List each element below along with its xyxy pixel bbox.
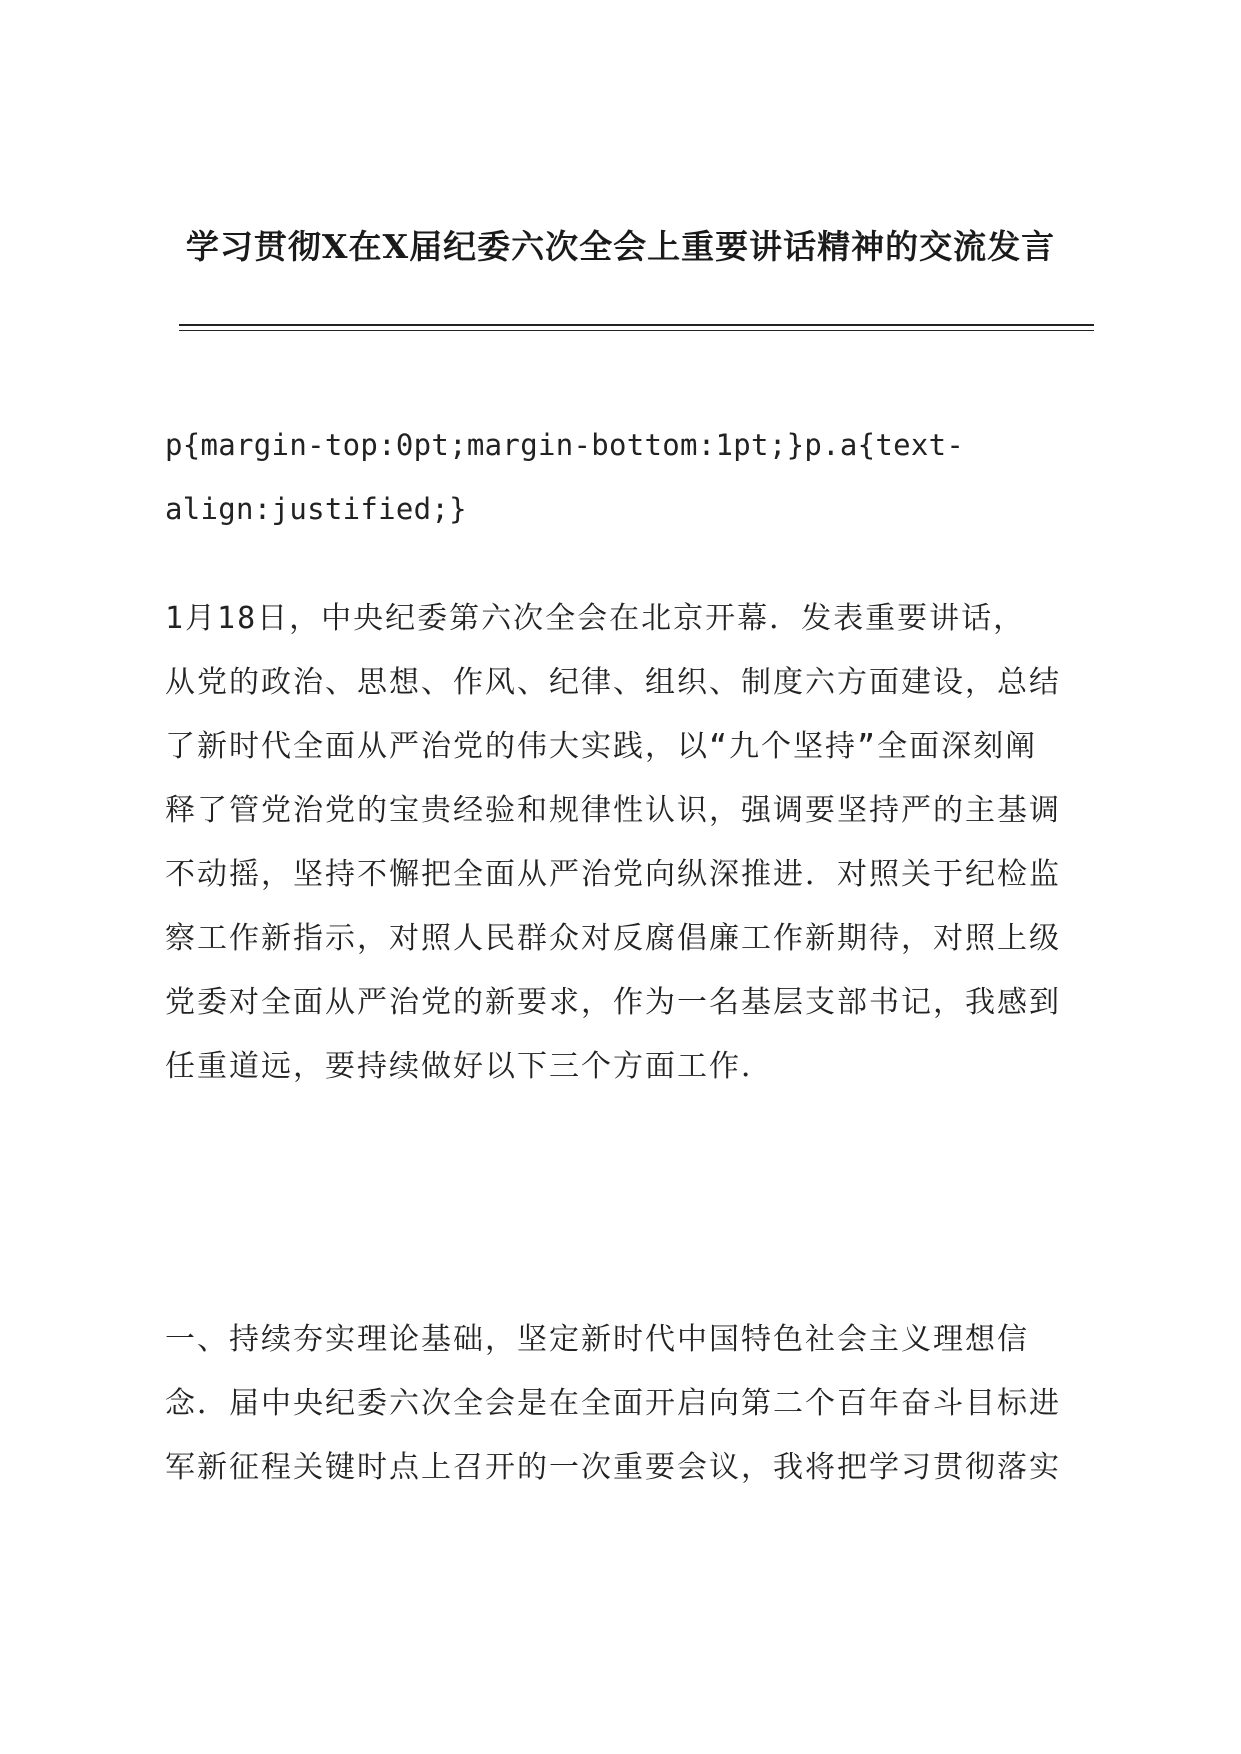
title-divider-thick (179, 324, 1094, 326)
paragraph-line: 党委对全面从严治党的新要求，作为一名基层支部书记，我感到 (165, 985, 1061, 1020)
paragraph-line: 任重道远，要持续做好以下三个方面工作． (165, 1049, 773, 1084)
title-divider-thin (179, 330, 1094, 331)
paragraph-line: 一、持续夯实理论基础，坚定新时代中国特色社会主义理想信 (165, 1322, 1029, 1357)
css-line: align:justified;} (165, 492, 467, 526)
paragraph-line: 了新时代全面从严治党的伟大实践，以“九个坚持”全面深刻阐 (165, 729, 1038, 764)
paragraph-line: 不动摇，坚持不懈把全面从严治党向纵深推进．对照关于纪检监 (165, 857, 1061, 892)
paragraph-line: 释了管党治党的宝贵经验和规律性认识，强调要坚持严的主基调 (165, 793, 1061, 828)
section-one-paragraph (165, 1308, 1095, 1500)
paragraph-line: 军新征程关键时点上召开的一次重要会议，我将把学习贯彻落实 (165, 1450, 1061, 1485)
css-line: p{margin-top:0pt;margin-bottom:1pt;}p.a{text- (165, 428, 965, 462)
paragraph-line: 从党的政治、思想、作风、纪律、组织、制度六方面建设，总结 (165, 665, 1061, 700)
document-title: 学习贯彻X在X届纪委六次全会上重要讲话精神的交流发言 (185, 227, 1056, 266)
intro-paragraph (165, 587, 1095, 1099)
stray-css-text (165, 413, 1095, 541)
paragraph-line: 1月18日，中央纪委第六次全会在北京开幕．发表重要讲话， (165, 601, 1026, 636)
paragraph-line: 察工作新指示，对照人民群众对反腐倡廉工作新期待，对照上级 (165, 921, 1061, 956)
paragraph-line: 念．届中央纪委六次全会是在全面开启向第二个百年奋斗目标进 (165, 1386, 1061, 1421)
